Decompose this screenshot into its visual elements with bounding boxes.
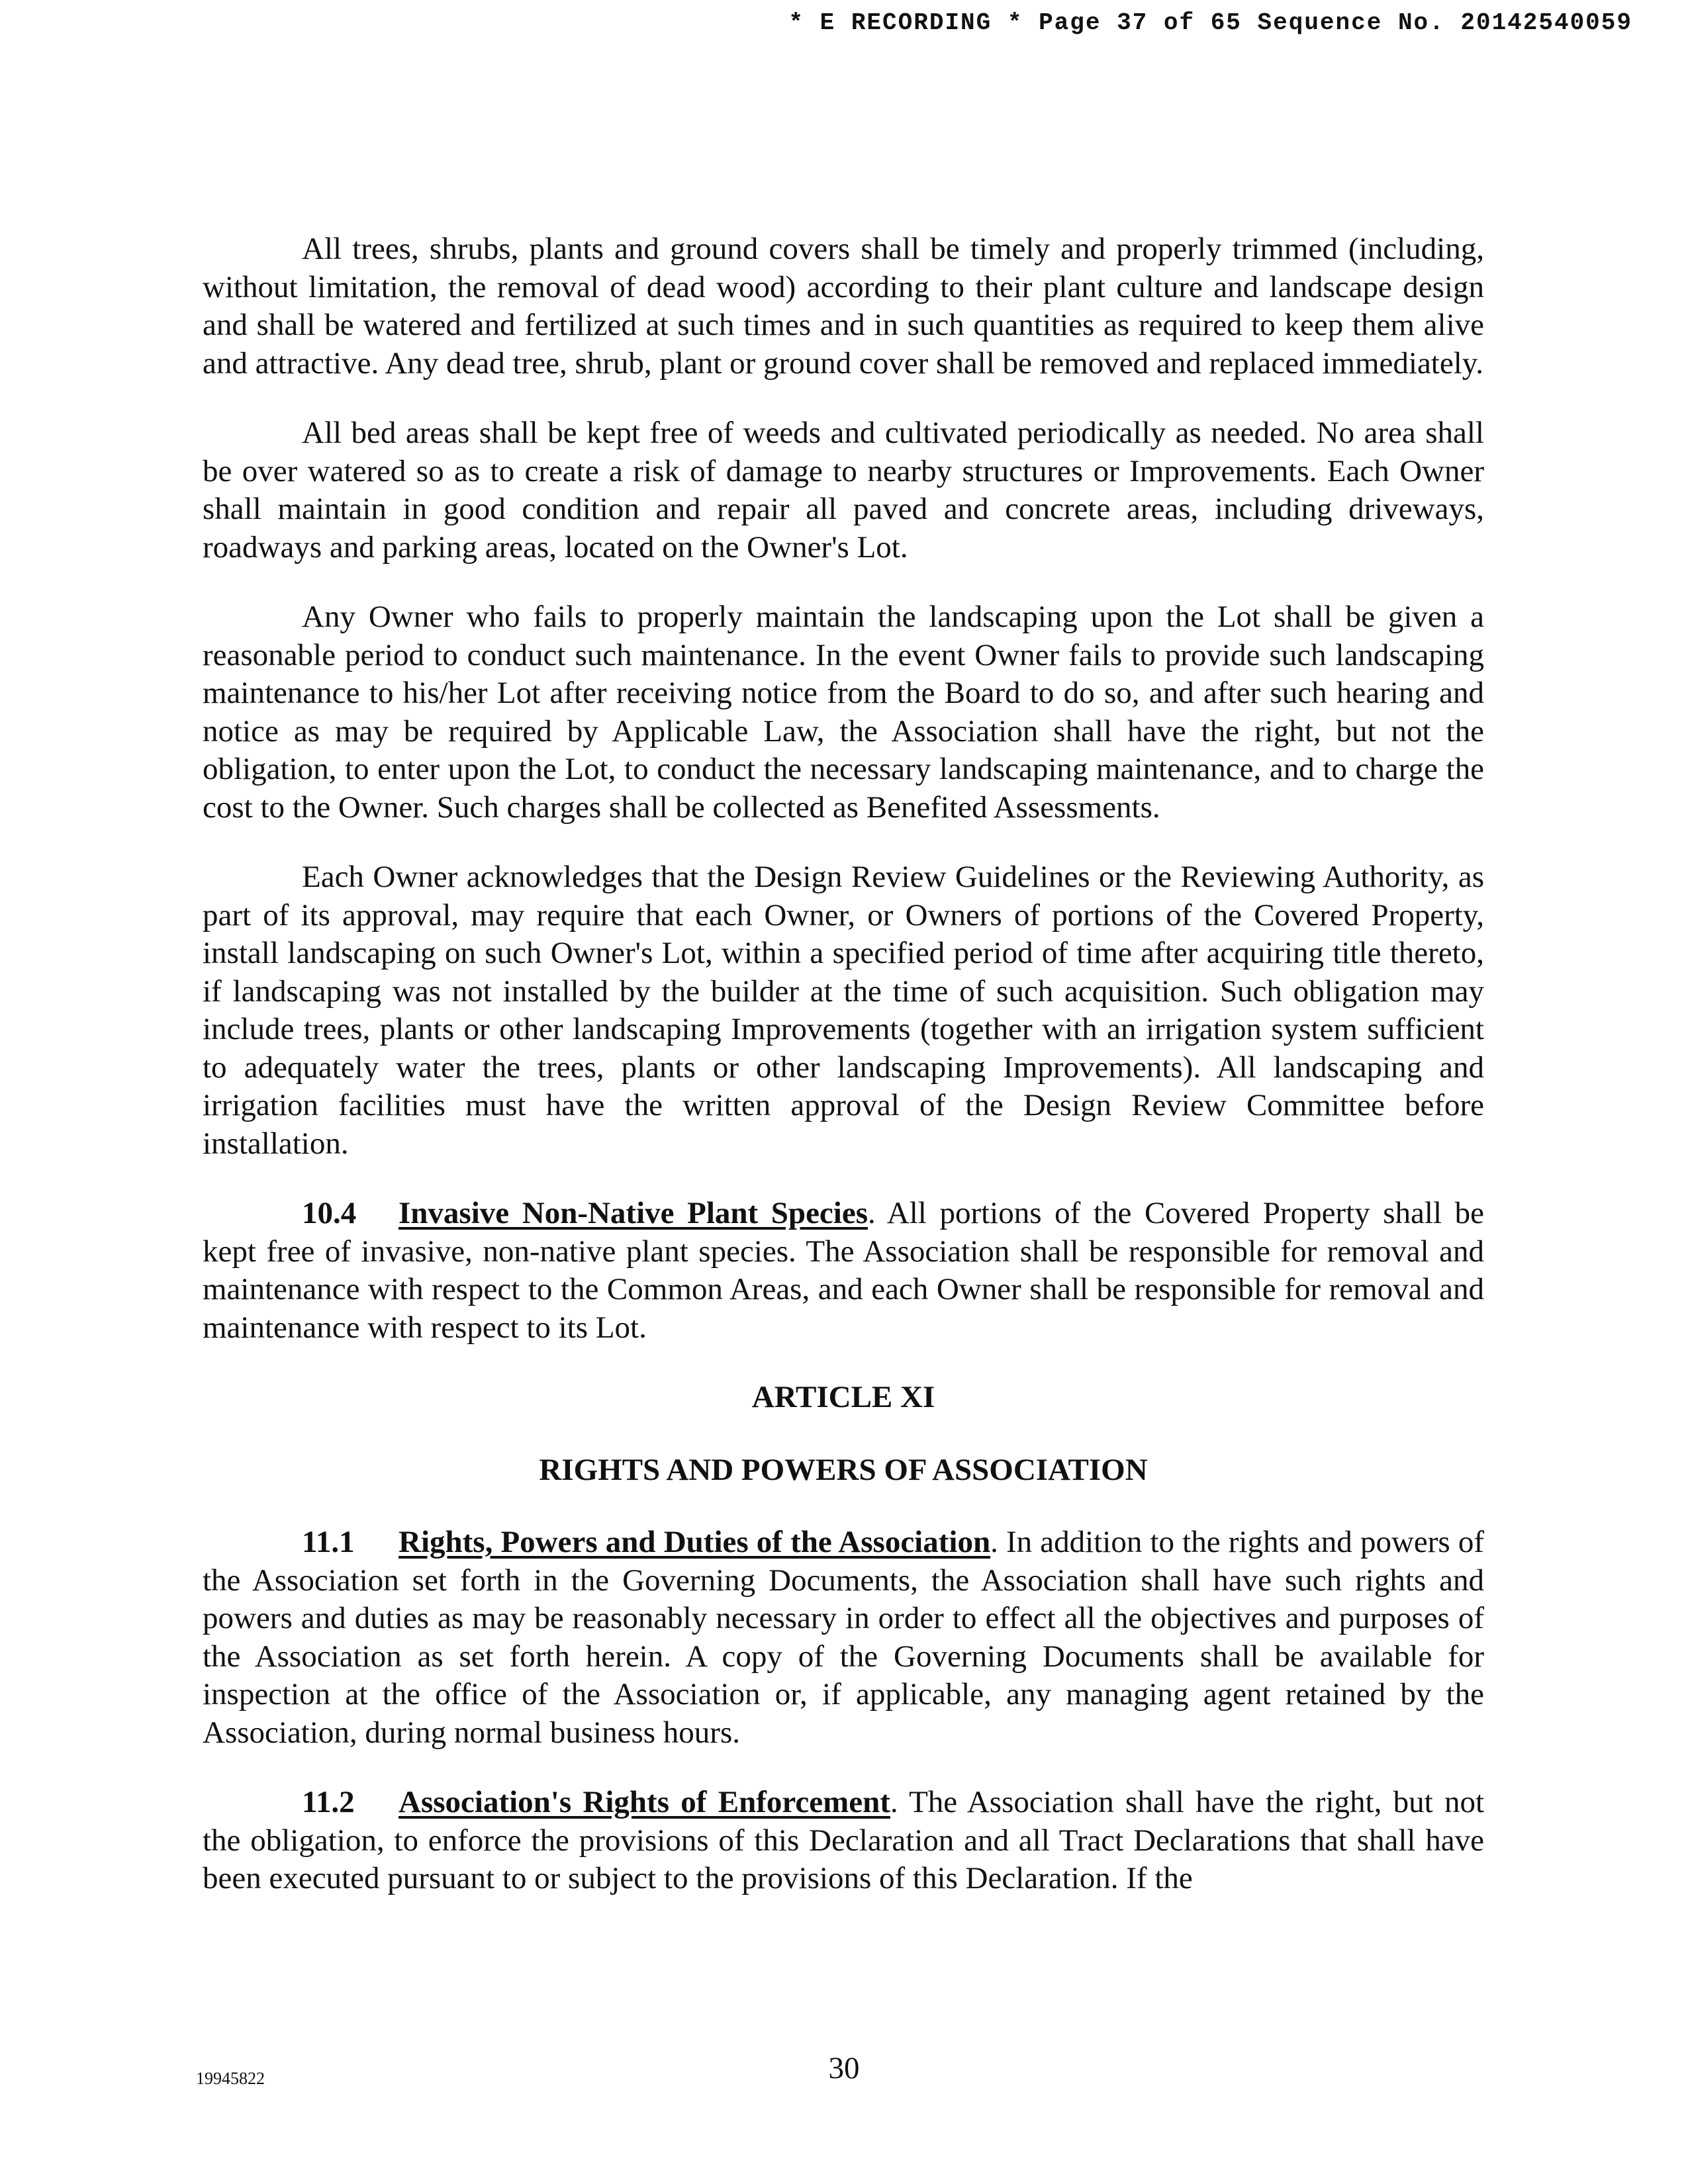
section-text: . All portions of the Covered Property shall be kept free of invasive, non-native plant species. The Association shall be responsible for removal and maintenance with respect to the Common Areas, and each Owner shall be responsible for removal and maintenance with respect to its Lot. [203,1196,1485,1345]
footer-document-id: 19945822 [196,2069,265,2088]
article-title: RIGHTS AND POWERS OF ASSOCIATION [539,1452,1148,1487]
section-title: Association's Rights of Enforcement [399,1785,890,1819]
paragraph-owner-acknowledges: Each Owner acknowledges that the Design Review Guidelines or the Reviewing Authority, as part of its approval, may require that each Owner, or Owners of portions of the Covered Property, install landscaping on such Owner's Lot, within a specified period of time after acquiring title thereto, if landscaping was not installed by the builder at the time of such acquisition. Such obligation may include trees, plants or other landscaping Improvements (together with an irrigation system sufficient to adequately water the trees, plants or other landscaping Improvements). All landscaping and irrigation facilities must have the written approval of the Design Review Committee before installation. [203,860,1484,1161]
section-title: Invasive Non-Native Plant Species [399,1196,868,1230]
recording-header: * E RECORDING * Page 37 of 65 Sequence No. 20142540059 [788,9,1632,36]
section-text: . In addition to the rights and powers of the Association set forth in the Governing Documents, the Association shall have such rights and powers and duties as may be reasonably necessary in order to effect all the objectives and purposes of the Association as set forth herein. A copy of the Governing Documents shall be available for inspection at the office of the Association or, if applicable, any managing agent retained by the Association, during normal business hours. [203,1525,1484,1750]
paragraph-owner-failure: Any Owner who fails to properly maintain the landscaping upon the Lot shall be given a reasonable period to conduct such maintenance. In the event Owner fails to provide such landscaping maintenance to his/her Lot after receiving notice from the Board to do so, and after such hearing and notice as may be required by Applicable Law, the Association shall have the right, but not the obligation, to enter upon the Lot, to conduct the necessary landscaping maintenance, and to charge the cost to the Owner. Such charges shall be collected as Benefited Assessments. [203,600,1484,825]
paragraph-tree-trimming: All trees, shrubs, plants and ground covers shall be timely and properly trimmed (including, without limitation, the removal of dead wood) according to their plant culture and landscape design and shall be watered and fertilized at such times and in such quantities as required to keep them alive and attractive. Any dead tree, shrub, plant or ground cover shall be removed and replaced immediately. [203,232,1484,381]
article-number: ARTICLE XI [751,1380,935,1414]
footer-page-number: 30 [828,2051,860,2085]
section-title: Rights, Powers and Duties of the Association [399,1525,991,1559]
section-11-1 [203,1524,1484,1752]
section-number: 10.4 [302,1196,357,1230]
document-body [203,230,1484,1898]
section-11-2 [203,1784,1484,1898]
section-text: . The Association shall have the right, but not the obligation, to enforce the provisions of this Declaration and all Tract Declarations that shall have been executed pursuant to or subject to the provisions of this Declaration. If the [203,1785,1485,1895]
paragraph-bed-areas: All bed areas shall be kept free of weeds and cultivated periodically as needed. No area shall be over watered so as to create a risk of damage to nearby structures or Improvements. Each Owner shall maintain in good condition and repair all paved and concrete areas, including driveways, roadways and parking areas, located on the Owner's Lot. [203,416,1484,565]
section-number: 11.2 [302,1785,355,1819]
section-10-4 [203,1195,1484,1347]
section-number: 11.1 [302,1525,355,1559]
